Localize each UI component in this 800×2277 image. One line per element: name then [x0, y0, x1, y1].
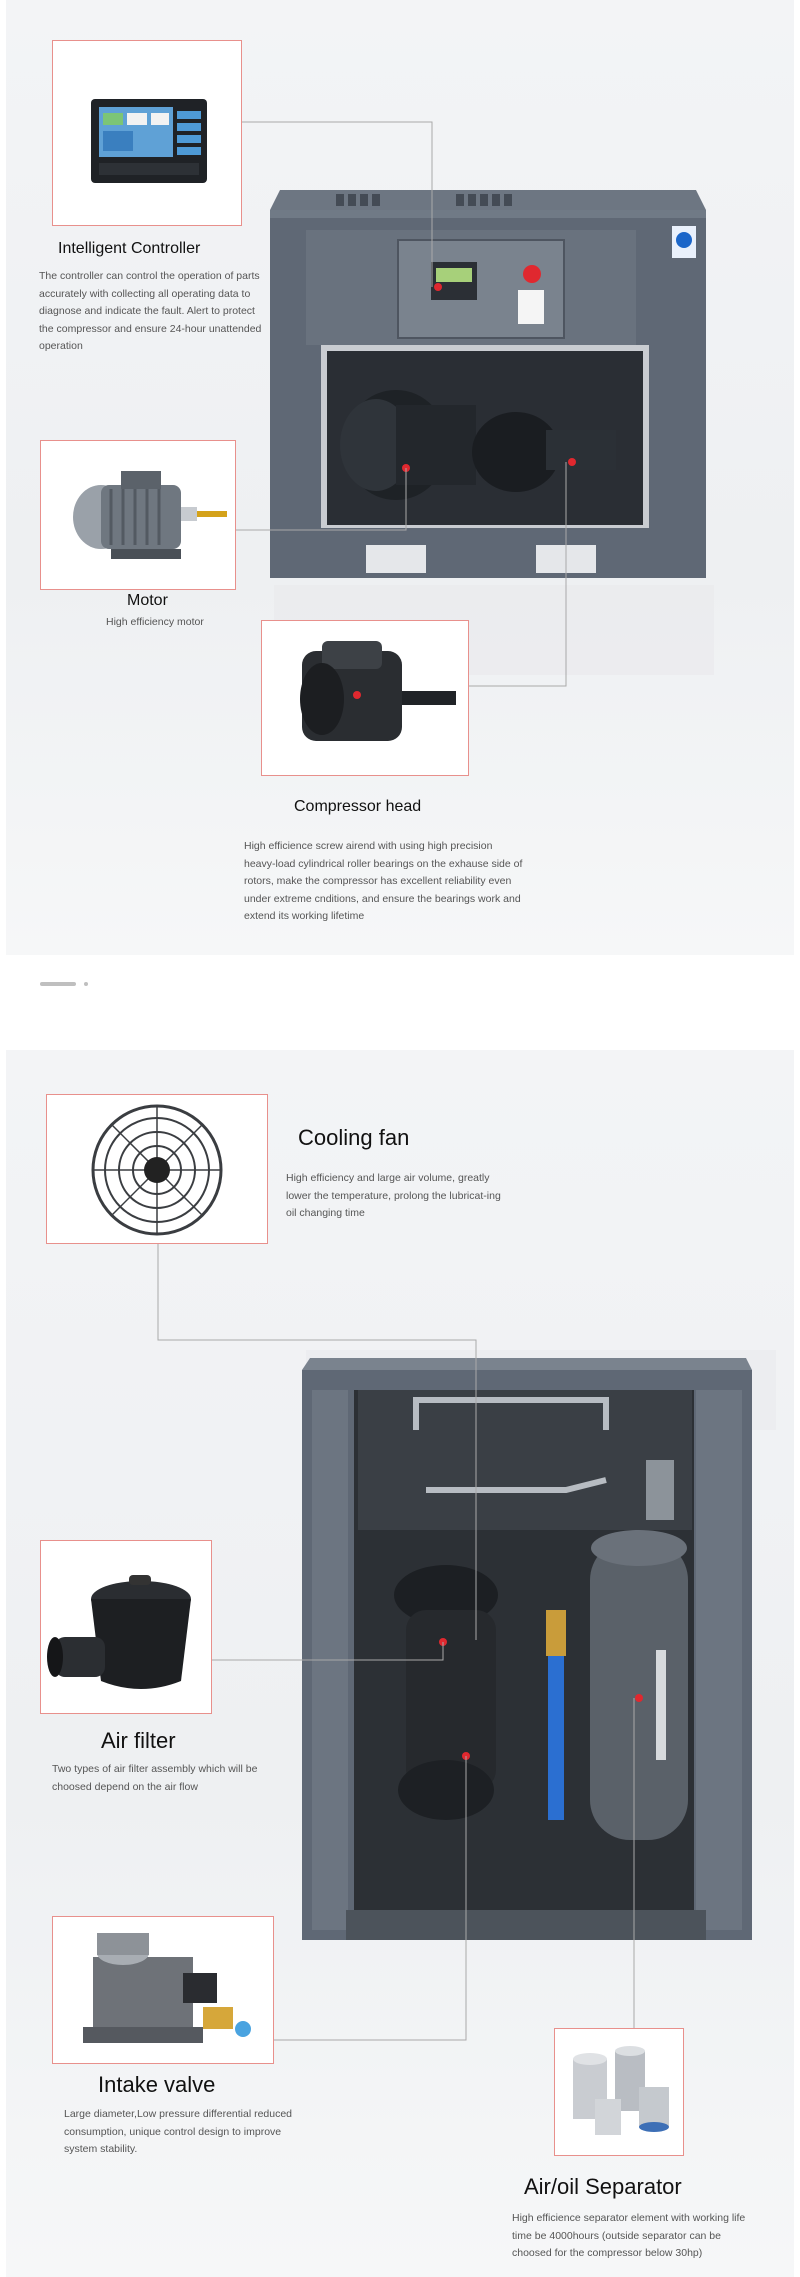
cooling-fan-image	[47, 1095, 268, 1244]
compressor-head-image	[262, 621, 469, 776]
intake-valve-title: Intake valve	[98, 2072, 216, 2097]
intake-valve-image	[53, 1917, 274, 2064]
carousel-dot-active[interactable]	[40, 982, 76, 986]
air-filter-image	[41, 1541, 212, 1714]
carousel-dot[interactable]	[84, 982, 88, 986]
air-filter-title: Air filter	[101, 1728, 176, 1753]
air-filter-card	[40, 1540, 212, 1714]
cooling-fan-description: High efficiency and large air volume, greatly lower the temperature, prolong the lubricat-ing oil changing time	[286, 1172, 501, 1219]
separator-title: Air/oil Separator	[524, 2174, 682, 2199]
air-filter-description: Two types of air filter assembly which will be choosed depend on the air flow	[52, 1763, 258, 1793]
motor-image	[41, 441, 236, 590]
compressor-head-title: Compressor head	[294, 798, 422, 815]
separator-card	[554, 2028, 684, 2156]
motor-title: Motor	[127, 592, 168, 609]
compressor-head-card	[261, 620, 469, 776]
controller-title: Intelligent Controller	[58, 240, 201, 257]
intake-valve-description: Large diameter,Low pressure differential reduced consumption, unique control design to improve system stability.	[64, 2108, 293, 2155]
controller-description: The controller can control the operation of parts accurately with collecting all operating data to diagnose and indicate the fault. Alert to protect the compressor and ensure 24-hour unattended operation	[39, 270, 262, 352]
feature-panel-2	[6, 1050, 794, 2277]
feature-panel-1	[6, 0, 794, 955]
motor-card	[40, 440, 236, 590]
separator-image	[555, 2029, 684, 2156]
compressor-head-description: High efficience screw airend with using high precision heavy-load cylindrical roller bearings on the exhause side of rotors, make the compressor has excellent reliability even under extreme cnditions, and ensure the bearings work and extend its working lifetime	[244, 840, 523, 922]
controller-image	[53, 41, 242, 226]
separator-description: High efficience separator element with working life time be 4000hours (outside separator can be choosed for the compressor below 30hp)	[512, 2212, 746, 2259]
cooling-fan-card	[46, 1094, 268, 1244]
controller-card	[52, 40, 242, 226]
cooling-fan-title: Cooling fan	[298, 1125, 410, 1150]
intake-valve-card	[52, 1916, 274, 2064]
motor-description: High efficiency motor	[106, 616, 204, 628]
